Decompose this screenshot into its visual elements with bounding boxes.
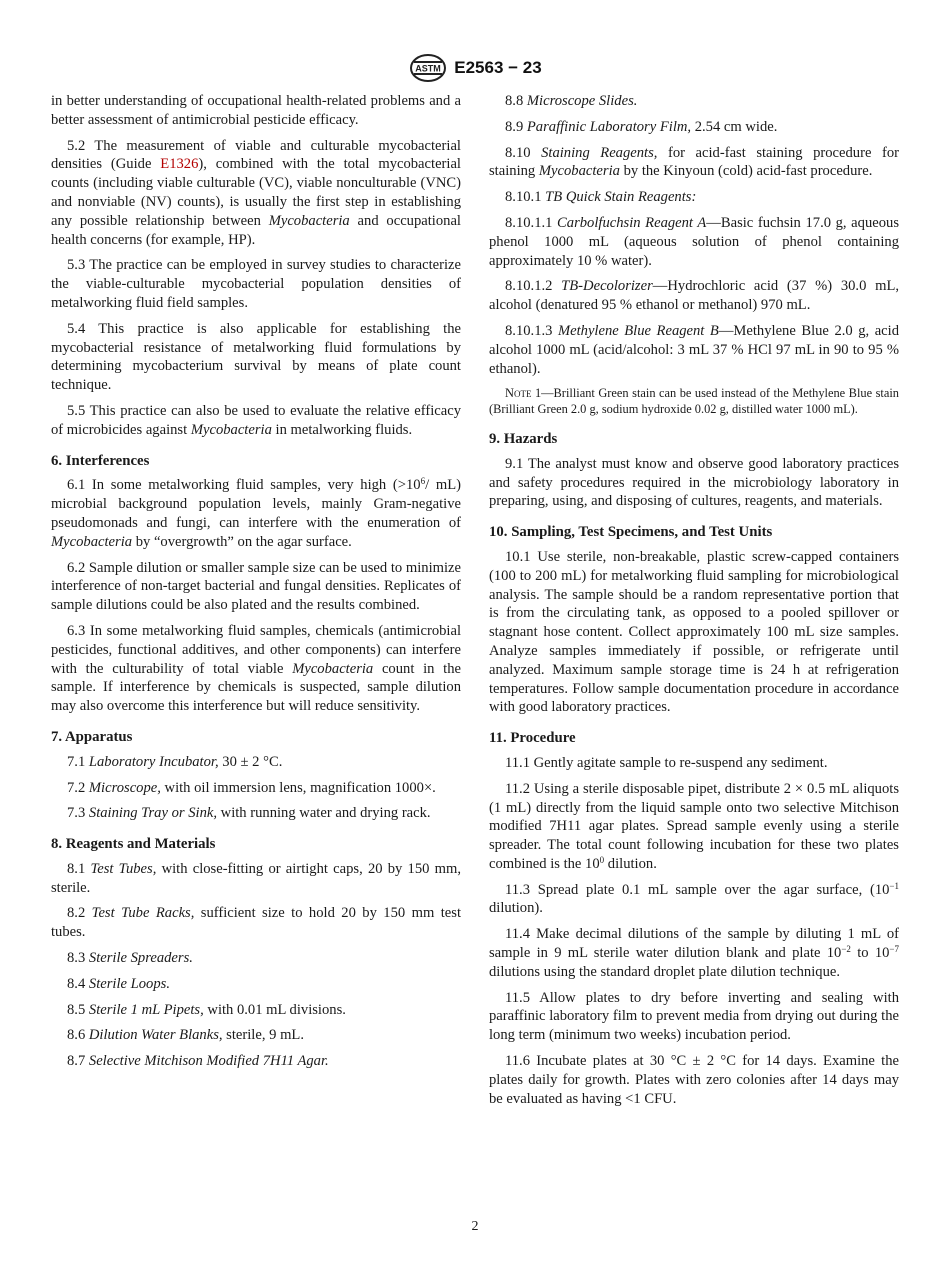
paragraph-11-6: 11.6 Incubate plates at 30 °C ± 2 °C for 14 days. Examine the plates daily for growth. Plates with zero colonies after 14 days may be evaluated as having <1 CFU.	[489, 1053, 899, 1107]
paragraph-8-5: 8.5 Sterile 1 mL Pipets, with 0.01 mL divisions.	[67, 1001, 346, 1018]
paragraph-8-9: 8.9 Paraffinic Laboratory Film, 2.54 cm wide.	[505, 118, 778, 135]
paragraph-8-10: 8.10 Staining Reagents, for acid-fast staining procedure for staining Mycobacteria by the Kinyoun (cold) acid-fast procedure.	[489, 144, 899, 180]
reference-link[interactable]: E1326	[160, 156, 199, 173]
paragraph-7-3: 7.3 Staining Tray or Sink, with running water and drying rack.	[67, 805, 431, 822]
paragraph-8-1: 8.1 Test Tubes, with close-fitting or airtight caps, 20 by 150 mm, sterile.	[51, 860, 461, 896]
paragraph-6-3: 6.3 In some metalworking fluid samples, chemicals (antimicrobial pesticides, functional additives, and other components) can interfere with the culturability of total viable Mycobacteria count in the sample. If interference by chemicals is suspected, sample dilution may also overcome this interference but will reduce sensitivity.	[51, 622, 461, 715]
paragraph: in better understanding of occupational health-related problems and a better assessment of antimicrobial pesticide efficacy.	[51, 93, 461, 128]
paragraph-5-5: 5.5 This practice can also be used to evaluate the relative efficacy of microbicides against Mycobacteria in metalworking fluids.	[51, 402, 461, 438]
paragraph-11-1: 11.1 Gently agitate sample to re-suspend any sediment.	[505, 754, 828, 771]
paragraph-8-6: 8.6 Dilution Water Blanks, sterile, 9 mL.	[67, 1027, 304, 1044]
left-column	[51, 92, 461, 1078]
paragraph-11-2: 11.2 Using a sterile disposable pipet, distribute 2 × 0.5 mL aliquots (1 mL) directly from the liquid sample onto two selective Mitchison modified 7H11 agar plates. Spread sample evenly using a sterile spreader. The total count following incubation for these two plates combined is the $10^0$ dilution.	[489, 780, 899, 872]
paragraph-8-2: 8.2 Test Tube Racks, sufficient size to hold 20 by 150 mm test tubes.	[51, 905, 462, 941]
page-number: 2	[471, 1219, 479, 1234]
section-heading: 7. Apparatus	[51, 728, 133, 745]
paragraph-5-2: 5.2 The measurement of viable and culturable mycobacterial densities (Guide E1326), combined with the total mycobacterial counts (including viable culturable (VC), viable nonculturable (VNC) and nonviable (NV) counts), is usually the first step in establishing any possible relationship between Mycobacteria and occupational health concerns (for example, HP).	[51, 137, 461, 248]
paragraph-8-10-1-2: 8.10.1.2 TB-Decolorizer—Hydrochloric acid (37 %) 30.0 mL, alcohol (denatured 95 % ethanol or methanol) 970 mL.	[489, 278, 900, 314]
paragraph-5-3: 5.3 The practice can be employed in survey studies to characterize the viable-culturable mycobacterial population densities of metalworking fluid field samples.	[51, 257, 461, 311]
paragraph-11-5: 11.5 Allow plates to dry before inverting and sealing with paraffinic laboratory film to prevent media from drying out during the long term (minimum two weeks) incubation period.	[489, 989, 899, 1044]
document-id: E2563 − 23	[454, 58, 542, 77]
paragraph-10-1: 10.1 Use sterile, non-breakable, plastic screw-capped containers (100 to 200 mL) for metalworking fluid sampling for microbiological analysis. The sample should be a random representative portion that is from the circulating tank, as opposed to a pooled spillover or stagnant hose content. Collect approximately 100 mL size samples. Analyze samples immediately if possible, or refrigerate until analyzed. Maximum sample storage time is 24 h at refrigeration temperatures. Follow sample documentation procedure in accordance with good laboratory practices.	[489, 548, 899, 716]
paragraph-11-3: 11.3 Spread plate 0.1 mL sample over the agar surface, ($10^{-1}$ dilution).	[489, 880, 899, 917]
paragraph-7-2: 7.2 Microscope, with oil immersion lens, magnification 1000×.	[67, 779, 436, 796]
paragraph-8-7: 8.7 Selective Mitchison Modified 7H11 Agar.	[67, 1053, 329, 1070]
astm-logo-icon	[408, 53, 448, 83]
section-heading: 9. Hazards	[489, 430, 558, 447]
section-heading: 10. Sampling, Test Specimens, and Test Units	[489, 524, 773, 541]
paragraph-11-4: 11.4 Make decimal dilutions of the sample by diluting 1 mL of sample in 9 mL sterile water dilution blank and plate $10^{-2}$ to $10^{-7}$ dilutions using the standard droplet plate dilution technique.	[489, 926, 899, 980]
paragraph-8-3: 8.3 Sterile Spreaders.	[67, 950, 193, 967]
paragraph-8-10-1-1: 8.10.1.1 Carbolfuchsin Reagent A—Basic fuchsin 17.0 g, aqueous phenol 1000 mL (aqueous solution of phenol containing approximately 10 % water).	[489, 214, 900, 269]
paragraph-6-2: 6.2 Sample dilution or smaller sample size can be used to minimize interference of non-target bacterial and fungal densities. Replicates of sample dilutions could be also plated and the results combined.	[51, 559, 461, 614]
paragraph-8-8: 8.8 Microscope Slides.	[505, 93, 638, 109]
paragraph-9-1: 9.1 The analyst must know and observe good laboratory practices and safety procedures required in the microbiology laboratory in preparing, using, and disposing of cultures, reagents, and materials.	[489, 455, 899, 510]
section-heading: 6. Interferences	[51, 452, 150, 469]
paragraph-8-10-1-3: 8.10.1.3 Methylene Blue Reagent B—Methylene Blue 2.0 g, acid alcohol 1000 mL (acid/alcohol: 3 mL 37 % HCl 97 mL in 90 to 95 % ethanol).	[489, 322, 900, 377]
svg-text:ASTM: ASTM	[415, 63, 442, 74]
paragraph-5-4: 5.4 This practice is also applicable for establishing the mycobacterial resistance of metalworking fluid formulations by determining mycobacterium survival by means of plate count technique.	[51, 320, 461, 394]
section-heading: 8. Reagents and Materials	[51, 836, 216, 853]
note-1: Note 1—Brilliant Green stain can be used instead of the Methylene Blue stain (Brilliant Green 2.0 g, sodium hydroxide 0.02 g, distilled water 1000 mL).	[489, 386, 899, 417]
paragraph-7-1: 7.1 Laboratory Incubator, 30 ± 2 °C.	[67, 753, 283, 770]
paragraph-8-10-1: 8.10.1 TB Quick Stain Reagents:	[505, 189, 697, 206]
page-header	[0, 52, 950, 84]
paragraph-6-1: 6.1 In some metalworking fluid samples, very high ($>10^6/$ mL) microbial background population levels, mainly Gram-negative pseudomonads and fungi, can interfere with the enumeration of Mycobacteria by “overgrowth” on the agar surface.	[51, 476, 461, 550]
paragraph-8-4: 8.4 Sterile Loops.	[67, 975, 170, 992]
right-column	[489, 92, 899, 1115]
section-heading: 11. Procedure	[489, 730, 576, 747]
